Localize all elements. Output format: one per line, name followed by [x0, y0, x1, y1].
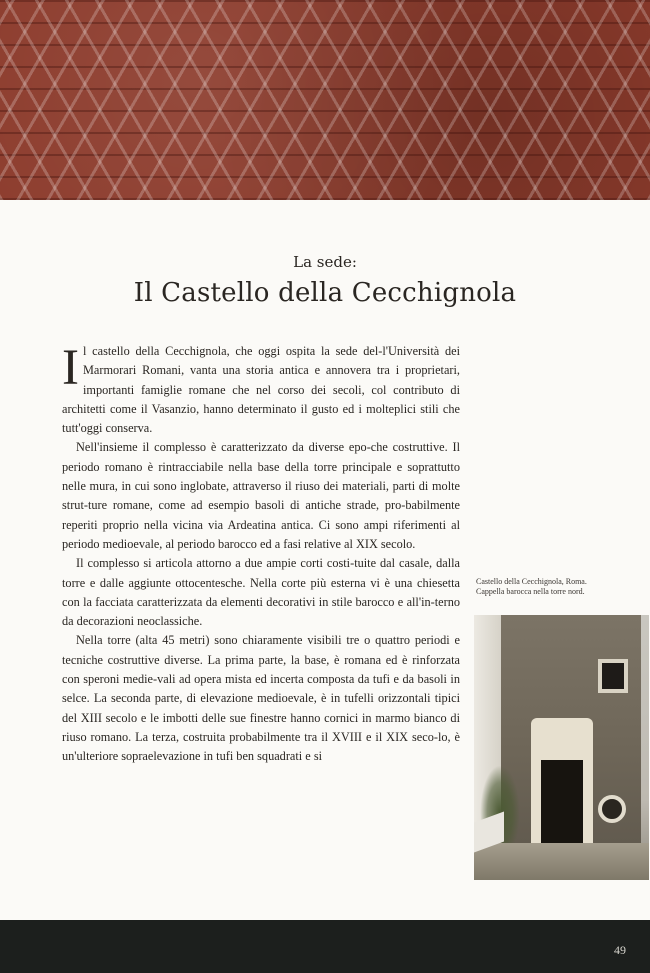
article-paragraph: Nella torre (alta 45 metri) sono chiaramente visibili tre o quattro periodi e tecniche costruttive diverse. La prima parte, la base, è romana ed è rinforzata con speroni medie-vali ad opera mista ed incerta composta da tufi e da basoli in selce. La seconda parte, di elevazione medioevale, è in tufelli orizzontali tipici del XIII secolo e le imbotti delle sue finestre hanno cornici in marmo bianco di riuso romano. La terza, costruita probabilmente tra il XVIII e il XIX seco-lo, è un'ulteriore sopraelevazione in tufi ben squadrati e si — [62, 633, 460, 764]
photo-window — [598, 659, 628, 693]
decorative-marble-banner — [0, 0, 650, 200]
article-body — [62, 342, 460, 767]
photo-door — [541, 760, 583, 843]
section-kicker: La sede: — [293, 253, 357, 271]
photo-caption: Castello della Cecchignola, Roma. Cappella barocca nella torre nord. — [476, 577, 587, 596]
article-paragraph: Nell'insieme il complesso è caratterizzato da diverse epo-che costruttive. Il periodo romano è rintracciabile nella base della torre principale e soprattutto nelle mura, in cui sono inglobate, attraverso il riuso dei materiali, parti di molte strut-ture romane, come ad esempio basoli di antiche strade, pro-babilmente reperiti proprio nella vicina via Ardeatina antica. Ci sono ampi riferimenti al periodo medioevale, al periodo barocco ed a fasi relative al XIX secolo. — [62, 440, 460, 551]
article-paragraph — [62, 342, 460, 438]
castle-chapel-photo — [474, 615, 649, 880]
page-title: Il Castello della Cecchignola — [133, 278, 517, 308]
article-paragraph: Il complesso si articola attorno a due ampie corti costi-tuite dal casale, dalla torre e dalle aggiunte ottocentesche. Nella corte più esterna vi è una chiesetta con la facciata caratterizzata da elementi decorativi in stile barocco e all'in-terno da decorazioni neoclassiche. — [62, 556, 460, 629]
paragraph-text: l castello della Cecchignola, che oggi ospita la sede del-l'Università dei Marmorari Romani, vanta una storia antica e annovera tra i proprietari, importanti famiglie romane che nel corso dei secoli, col contributo di architetti come il Vasanzio, hanno determinato il gusto ed i molteplici stili che tutt'oggi conserva. — [62, 344, 460, 436]
page-number: 49 — [614, 943, 626, 957]
photo-ground — [474, 843, 649, 880]
page-footer-bar — [0, 920, 650, 973]
photo-oculus-window — [598, 795, 626, 823]
drop-cap: I — [62, 340, 79, 396]
